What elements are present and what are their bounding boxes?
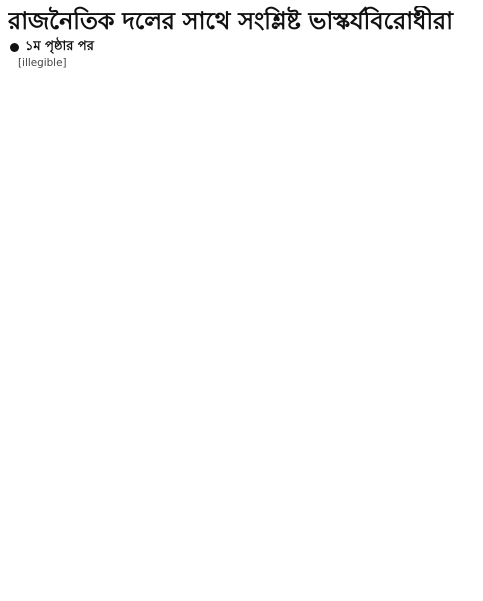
- article-body: [8, 57, 475, 585]
- bullet-icon: [10, 43, 19, 52]
- article-body-text: [illegible]: [18, 57, 67, 69]
- continuation-marker: [10, 39, 475, 55]
- article-headline: রাজনৈতিক দলের সাথে সংশ্লিষ্ট ভাস্কর্যবিরোধীরা: [8, 7, 453, 35]
- continuation-label: ১ম পৃষ্ঠার পর: [25, 39, 94, 54]
